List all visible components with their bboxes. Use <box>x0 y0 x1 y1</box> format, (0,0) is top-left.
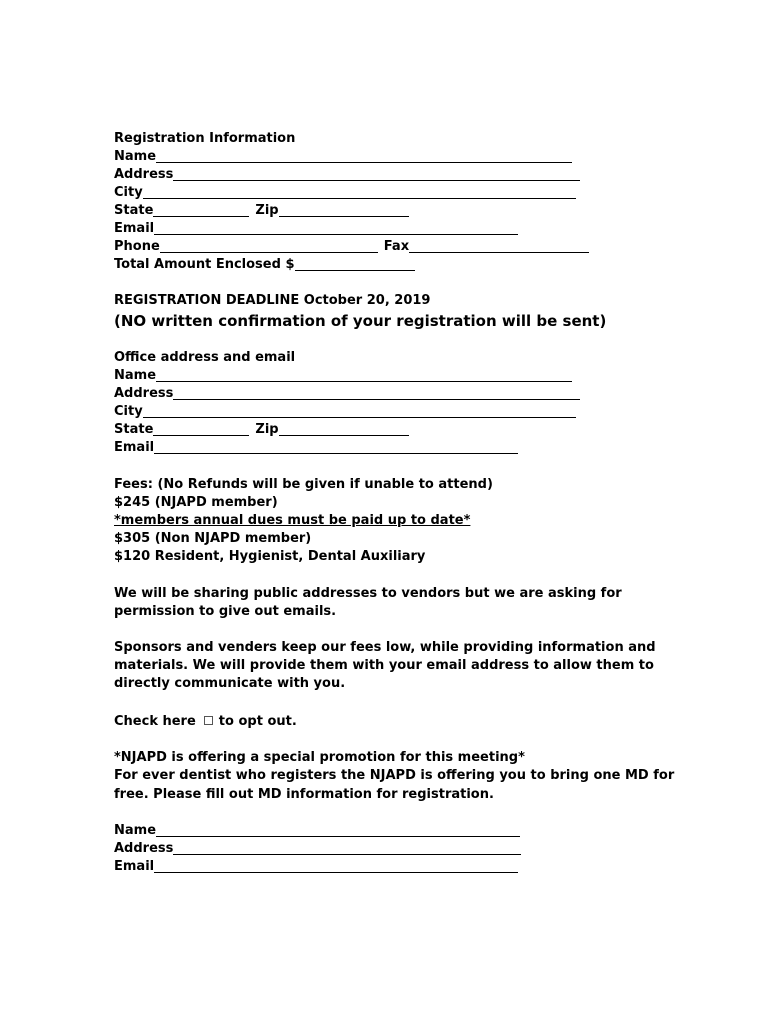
registration-state-zip-row <box>114 202 409 220</box>
registration-phone-fax-row <box>114 238 589 256</box>
registration-email-field[interactable] <box>154 220 518 235</box>
fees-heading: Fees: (No Refunds will be given if unable to attend) <box>114 477 493 492</box>
opt-out-text-before: Check here <box>114 714 196 729</box>
registration-city-label: City <box>114 185 143 200</box>
deadline-text: REGISTRATION DEADLINE October 20, 2019 <box>114 293 431 308</box>
registration-name-label: Name <box>114 149 157 164</box>
registration-city-field[interactable] <box>143 184 576 199</box>
registration-email-row <box>114 220 518 238</box>
office-name-label: Name <box>114 368 157 383</box>
sponsors-line-3: directly communicate with you. <box>114 676 346 691</box>
md-name-field[interactable] <box>156 822 520 837</box>
registration-address-row <box>114 166 580 184</box>
registration-address-label: Address <box>114 167 174 182</box>
fee-resident: $120 Resident, Hygienist, Dental Auxiliary <box>114 549 426 564</box>
registration-phone-field[interactable] <box>160 238 378 253</box>
opt-out-text-after: to opt out. <box>218 714 297 729</box>
office-zip-field[interactable] <box>279 421 409 436</box>
office-state-field[interactable] <box>153 421 249 436</box>
registration-heading: Registration Information <box>114 131 296 146</box>
registration-state-label: State <box>114 203 154 218</box>
office-city-label: City <box>114 404 143 419</box>
sponsors-line-1: Sponsors and venders keep our fees low, while providing information and <box>114 640 656 655</box>
office-name-row <box>114 367 572 385</box>
registration-city-row <box>114 184 576 202</box>
fee-non-member: $305 (Non NJAPD member) <box>114 531 312 546</box>
office-email-row <box>114 439 518 457</box>
fee-member: $245 (NJAPD member) <box>114 495 278 510</box>
office-heading: Office address and email <box>114 350 296 365</box>
opt-out-row <box>114 713 297 731</box>
fee-member-note: *members annual dues must be paid up to date* <box>114 513 471 528</box>
md-email-row <box>114 858 518 876</box>
registration-zip-label: Zip <box>255 203 279 218</box>
registration-state-field[interactable] <box>153 202 249 217</box>
registration-email-label: Email <box>114 221 155 236</box>
sponsors-line-2: materials. We will provide them with your email address to allow them to <box>114 658 654 673</box>
sharing-line-1: We will be sharing public addresses to vendors but we are asking for <box>114 586 622 601</box>
md-address-label: Address <box>114 841 174 856</box>
office-email-field[interactable] <box>154 439 518 454</box>
promotion-line-1: For ever dentist who registers the NJAPD is offering you to bring one MD for <box>114 768 675 783</box>
opt-out-checkbox[interactable] <box>204 716 213 725</box>
office-state-zip-row <box>114 421 409 439</box>
office-zip-label: Zip <box>255 422 279 437</box>
md-address-row <box>114 840 521 858</box>
promotion-heading: *NJAPD is offering a special promotion for this meeting* <box>114 750 525 765</box>
registration-total-label: Total Amount Enclosed $ <box>114 257 295 272</box>
registration-total-field[interactable] <box>295 256 415 271</box>
office-city-row <box>114 403 576 421</box>
office-address-label: Address <box>114 386 174 401</box>
md-address-field[interactable] <box>173 840 521 855</box>
office-state-label: State <box>114 422 154 437</box>
office-name-field[interactable] <box>156 367 572 382</box>
office-address-row <box>114 385 580 403</box>
office-city-field[interactable] <box>143 403 576 418</box>
office-email-label: Email <box>114 440 155 455</box>
registration-address-field[interactable] <box>173 166 580 181</box>
registration-fax-field[interactable] <box>409 238 589 253</box>
registration-name-field[interactable] <box>156 148 572 163</box>
registration-total-row <box>114 256 415 274</box>
md-name-row <box>114 822 520 840</box>
md-email-label: Email <box>114 859 155 874</box>
md-name-label: Name <box>114 823 157 838</box>
confirmation-note: (NO written confirmation of your registration will be sent) <box>114 312 607 330</box>
office-address-field[interactable] <box>173 385 580 400</box>
registration-fax-label: Fax <box>383 239 410 254</box>
registration-phone-label: Phone <box>114 239 160 254</box>
registration-name-row <box>114 148 572 166</box>
registration-zip-field[interactable] <box>279 202 409 217</box>
sharing-line-2: permission to give out emails. <box>114 604 337 619</box>
md-email-field[interactable] <box>154 858 518 873</box>
promotion-line-2: free. Please fill out MD information for registration. <box>114 787 494 802</box>
